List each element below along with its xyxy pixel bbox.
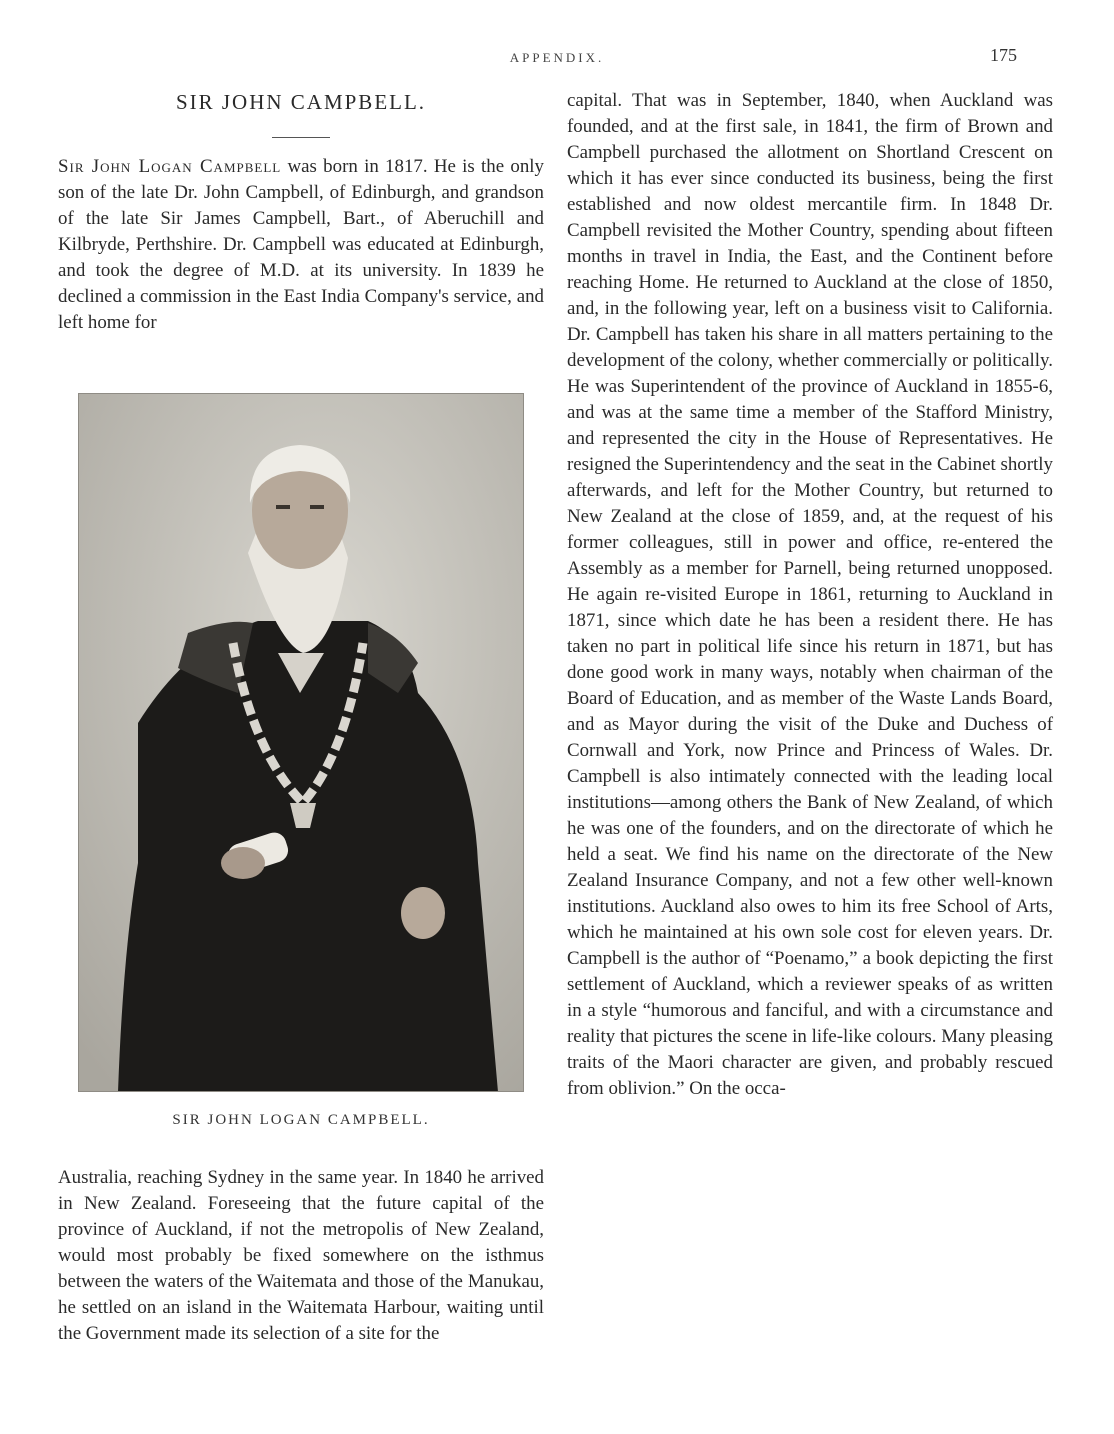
left-column	[58, 88, 544, 336]
running-head: APPENDIX.	[509, 50, 605, 65]
article-title: SIR JOHN CAMPBELL.	[175, 90, 427, 114]
paragraph-intro	[58, 154, 544, 336]
portrait-photo	[78, 393, 524, 1092]
right-column	[567, 88, 1053, 1102]
intro-name: Sir John Logan Campbell	[58, 156, 282, 177]
paragraph-right-column: capital. That was in September, 1840, when Auckland was founded, and at the first sale, in 1841, the firm of Brown and Campbell purchased the allotment on Shortland Crescent on which it has ever since conducted its business, being the first established and now oldest mercantile firm. In 1848 Dr. Campbell revisited the Mother Country, spending about fifteen months in travel in India, the East, and the Continent before reaching Home. He returned to Auckland at the close of 1850, and, in the following year, left on a business visit to California. Dr. Campbell has taken his share in all matters pertaining to the development of the colony, whether commercially or politically. He was Superintendent of the province of Auckland in 1855-6, and was at the same time a member of the Stafford Ministry, and represented the city in the House of Representatives. He resigned the Superintendency and the seat in the Cabinet shortly afterwards, and left for the Mother Country, but returned to New Zealand at the close of 1859, and, at the request of his former colleagues, still in power and office, re-entered the Assembly as a member for Parnell, being returned unopposed. He again re-visited Europe in 1861, returning to Auckland in 1871, since which date he has been a resident there. He has taken no part in political life since his return in 1871, but has done good work in many ways, notably when chairman of the Board of Education, and as member of the Waste Lands Board, and as Mayor during the visit of the Duke and Duchess of Cornwall and York, now Prince and Princess of Wales. Dr. Campbell is also intimately connected with the leading local institutions—among others the Bank of New Zealand, of which he was one of the founders, and on the directorate of which he held a seat. We find his name on the directorate of the New Zealand Insurance Company, and not a few other well-known institutions. Auckland also owes to him its free School of Arts, which he maintained at his own sole cost for eleven years. Dr. Campbell is the author of “Poenamo,” a book depicting the first settlement of Auckland, which a reviewer speaks of as written in a style “humorous and fanciful, and with a circumstance and reality that pictures the scene in life-like colours. Many pleasing traits of the Maori character are given, and probably rescued from oblivion.” On the occa-	[567, 90, 1053, 1099]
left-column-continued	[58, 1165, 544, 1347]
photo-caption: SIR JOHN LOGAN CAMPBELL.	[172, 1112, 430, 1128]
title-rule	[272, 137, 330, 138]
intro-text: was born in 1817. He is the only son of the late Dr. John Campbell, of Edinburgh, and grandson of the late Sir James Campbell, Bart., of Aberuchill and Kilbryde, Perthshire. Dr. Campbell was educated at Edinburgh, and took the degree of M.D. at its university. In 1839 he declined a commission in the East India Company's service, and left home for	[58, 156, 544, 333]
page-number: 175	[990, 45, 1017, 65]
paragraph-arrival: Australia, reaching Sydney in the same year. In 1840 he arrived in New Zealand. Foreseeing that the future capital of the province of Auckland, if not the metropolis of New Zealand, would most probably be fixed somewhere on the isthmus between the waters of the Waitemata and those of the Manukau, he settled on an island in the Waitemata Harbour, waiting until the Government made its selection of a site for the	[58, 1167, 544, 1344]
